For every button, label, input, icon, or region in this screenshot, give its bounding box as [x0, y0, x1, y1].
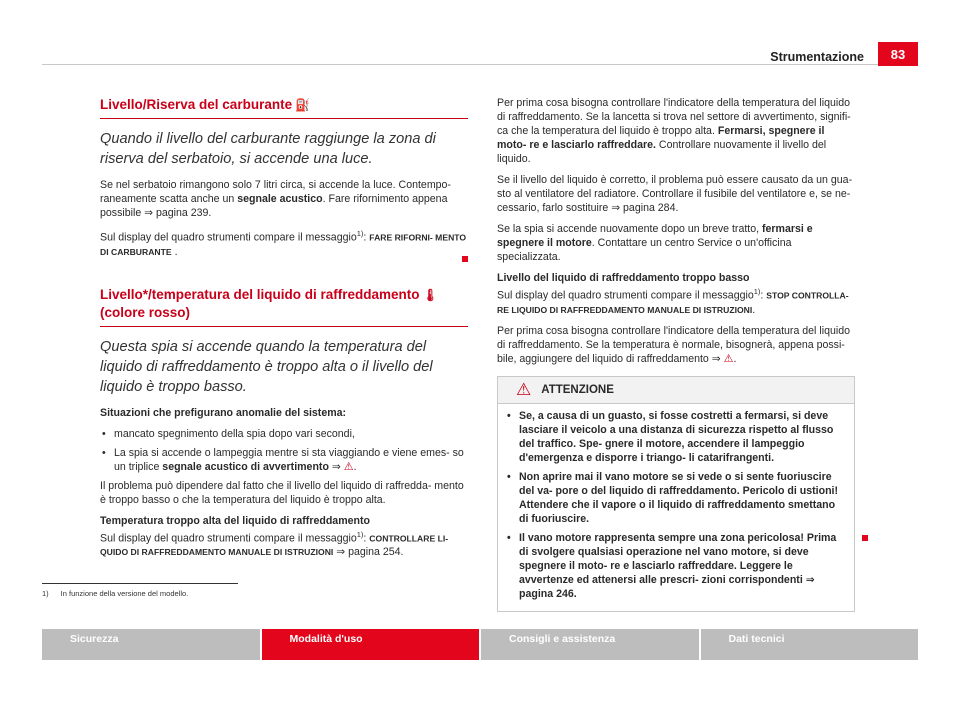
paragraph: Se il livello del liquido è corretto, il problema può essere causato da un gua- sto al ventilatore del radiatore. Controllare il fusibile del ventilatore e, se ne- cessario, farlo sostituire ⇒ pagina 284.: [497, 174, 853, 214]
footnote: 1) In funzione della versione del modello.: [42, 589, 189, 598]
warning-triangle-icon: ⚠: [723, 352, 734, 365]
nav-tab-modalita-uso[interactable]: Modalità d'uso: [262, 629, 480, 660]
warning-box-body: [498, 404, 854, 611]
nav-tab-consigli-assistenza[interactable]: Consigli e assistenza: [481, 629, 699, 660]
warning-item: • Il vano motore rappresenta sempre una zona pericolosa! Prima di svolgere qualsiasi operazione nel vano motore, si deve spegnere il moto- re e lasciarlo raffreddare. Leggere le avvertenze ed attenersi alle prescri- zioni corrispondenti ⇒ pagina 246.: [505, 531, 847, 601]
list-item: • mancato spegnimento della spia dopo vari secondi,: [100, 427, 468, 441]
nav-tab-sicurezza[interactable]: Sicurezza: [42, 629, 260, 660]
nav-tab-dati-tecnici[interactable]: Dati tecnici: [701, 629, 919, 660]
paragraph: Sul display del quadro strumenti compare il messaggio$^{1)}$: CONTROLLARE LI- QUIDO DI RAFFREDDAMENTO MANUALE DI ISTRUZIONI ⇒ pagina 254.: [100, 529, 449, 559]
section-nav: [42, 629, 918, 660]
paragraph: Per prima cosa bisogna controllare l'indicatore della temperatura del liquido di raffreddamento. Se la lancetta si trova nel settore di avvertimento, signifi- ca che la temperatura del liquido è troppo alta. Fermarsi, spegnere il moto- re e lasciarlo raffreddare. Controllare nuovamente il livello del liquido.: [497, 97, 851, 165]
paragraph: Sul display del quadro strumenti compare il messaggio$^{1)}$: FARE RIFORNI- MENTO DI CARBURANTE .: [100, 229, 467, 258]
warning-box-header: ⚠ ATTENZIONE: [498, 377, 854, 404]
subheading: Livello del liquido di raffreddamento troppo basso: [497, 272, 750, 284]
warning-item: • Se, a causa di un guasto, si fosse costretti a fermarsi, si deve lasciare il veicolo a una distanza di sicurezza rispetto al flusso del traffico. Spe- gnere il motore, accendere il lampeggio d'emergenza e disporre i triango- li catarifrangenti.: [505, 409, 847, 465]
warning-item: • Non aprire mai il vano motore se si vede o si sente fuoriuscire del va- pore o del liquido di raffreddamento. Pericolo di ustioni! Attendere che il vapore o il liquido di raffreddamento smettano di fuoriuscire.: [505, 470, 847, 526]
header-rule: [42, 64, 910, 65]
coolant-temperature-icon: 🌡: [422, 287, 438, 302]
section-heading-fuel: Livello/Riserva del carburante ⛽: [100, 96, 468, 119]
footnote-rule: [42, 583, 238, 584]
fuel-pump-icon: ⛽: [295, 98, 311, 112]
section-lead-fuel: Quando il livello del carburante raggiunge la zona di riserva del serbatoio, si accende una luce.: [100, 131, 436, 167]
section-lead-coolant: Questa spia si accende quando la temperatura del liquido di raffreddamento è troppo alta o il livello del liquido è troppo basso.: [100, 338, 433, 395]
paragraph: Per prima cosa bisogna controllare l'indicatore della temperatura del liquido di raffreddamento. Se la temperatura è normale, bisognerà, appena possi- bile, aggiungere del liquido di raffreddamento ⇒ ⚠.: [497, 324, 850, 365]
section-end-marker: [862, 535, 868, 541]
right-column: [497, 96, 855, 612]
paragraph: Il problema può dipendere dal fatto che il livello del liquido di raffredda- mento è troppo basso o che la temperatura del liquido è troppo alta.: [100, 479, 464, 506]
page-number: 83: [878, 42, 918, 66]
warning-triangle-icon: ⚠: [516, 379, 532, 399]
section-heading-coolant: Livello*/temperatura del liquido di raffreddamento 🌡 (colore rosso): [100, 286, 468, 327]
subheading: Situazioni che prefigurano anomalie del sistema:: [100, 406, 347, 419]
list-item: • La spia si accende o lampeggia mentre si sta viaggiando e viene emes- so un triplice segnale acustico di avvertimento ⇒ ⚠.: [100, 446, 468, 474]
warning-box: [497, 376, 855, 612]
left-column: [100, 96, 468, 566]
warning-triangle-icon: ⚠: [343, 460, 354, 473]
paragraph: Sul display del quadro strumenti compare il messaggio$^{1)}$: STOP CONTROLLA- RE LIQUIDO DI RAFFREDDAMENTO MANUALE DI ISTRUZIONI.: [497, 287, 849, 316]
paragraph: Se nel serbatoio rimangono solo 7 litri circa, si accende la luce. Contempo- raneamente scatta anche un segnale acustico. Fare rifornimento appena possibile ⇒ pagina 239.: [100, 179, 451, 219]
paragraph: Se la spia si accende nuovamente dopo un breve tratto, fermarsi e spegnere il motore. Contattare un centro Service o un'officina specializzata.: [497, 223, 813, 263]
subheading: Temperatura troppo alta del liquido di raffreddamento: [100, 514, 370, 527]
chapter-title: Strumentazione: [770, 50, 864, 64]
